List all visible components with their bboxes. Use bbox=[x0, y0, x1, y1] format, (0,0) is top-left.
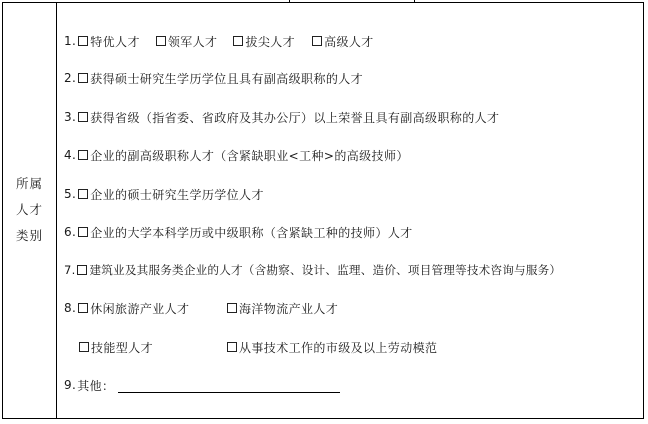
option-row-7 bbox=[64, 261, 561, 279]
checkbox[interactable] bbox=[227, 342, 237, 352]
row-number: 1. bbox=[64, 34, 77, 48]
option-row-8-continued bbox=[78, 338, 438, 356]
row-number: 7. bbox=[64, 263, 76, 277]
option-row-1 bbox=[64, 32, 374, 50]
option-label: 从事技术工作的市级及以上劳动模范 bbox=[239, 340, 438, 355]
category-label-line: 所属 bbox=[15, 176, 43, 191]
option-label: 技能型人才 bbox=[91, 340, 154, 355]
other-label: 其他： bbox=[77, 378, 115, 393]
option-label: 拔尖人才 bbox=[245, 34, 296, 49]
category-label-line: 类别 bbox=[15, 228, 43, 243]
row-number: 9. bbox=[64, 378, 77, 392]
row-number: 8. bbox=[64, 301, 77, 315]
option-top-notch-talent[interactable] bbox=[232, 33, 295, 50]
table-column-divider-fragment bbox=[414, 0, 415, 3]
table-border-bottom bbox=[2, 418, 644, 419]
option-item[interactable] bbox=[77, 109, 499, 126]
other-fill-in-field[interactable] bbox=[118, 392, 340, 393]
option-label: 企业的副高级职称人才（含紧缺职业<工种>的高级技师） bbox=[90, 148, 409, 163]
option-label: 海洋物流产业人才 bbox=[239, 301, 339, 316]
option-item[interactable] bbox=[77, 147, 409, 164]
option-label: 建筑业及其服务类企业的人才（含勘察、设计、监理、造价、项目管理等技术咨询与服务） bbox=[89, 263, 562, 277]
option-row-6 bbox=[64, 223, 413, 241]
checkbox[interactable] bbox=[79, 342, 89, 352]
table-border-top bbox=[2, 2, 644, 3]
checkbox[interactable] bbox=[78, 227, 88, 237]
option-leisure-tourism-talent[interactable] bbox=[77, 300, 189, 317]
row-number: 5. bbox=[64, 187, 77, 201]
option-label: 休闲旅游产业人才 bbox=[90, 301, 190, 316]
option-model-worker[interactable] bbox=[226, 339, 437, 356]
option-label: 领军人才 bbox=[167, 34, 218, 49]
option-label: 特优人才 bbox=[90, 34, 140, 49]
checkbox[interactable] bbox=[78, 303, 88, 313]
row-number: 3. bbox=[64, 110, 77, 124]
option-row-4 bbox=[64, 146, 409, 164]
checkbox[interactable] bbox=[227, 303, 237, 313]
option-item[interactable] bbox=[76, 262, 561, 278]
option-leading-talent[interactable] bbox=[155, 33, 218, 50]
option-row-2 bbox=[64, 69, 363, 87]
checkbox[interactable] bbox=[78, 189, 88, 199]
option-skilled-talent[interactable] bbox=[78, 339, 153, 356]
checkbox[interactable] bbox=[78, 73, 88, 83]
option-item[interactable] bbox=[77, 186, 264, 203]
table-column-divider bbox=[56, 2, 57, 419]
option-label: 获得硕士研究生学历学位且具有副高级职称的人才 bbox=[90, 71, 364, 86]
option-row-5 bbox=[64, 185, 264, 203]
option-label: 高级人才 bbox=[324, 34, 374, 49]
option-special-talent[interactable] bbox=[77, 33, 140, 50]
option-label: 企业的大学本科学历或中级职称（含紧缺工种的技师）人才 bbox=[90, 225, 413, 240]
option-item[interactable] bbox=[77, 70, 363, 87]
row-number: 2. bbox=[64, 71, 77, 85]
option-senior-talent[interactable] bbox=[311, 33, 374, 50]
checkbox[interactable] bbox=[156, 36, 166, 46]
checkbox[interactable] bbox=[78, 36, 88, 46]
option-row-8 bbox=[64, 299, 339, 317]
table-column-divider-fragment bbox=[289, 0, 290, 3]
option-row-3 bbox=[64, 108, 499, 126]
option-item[interactable] bbox=[77, 224, 412, 241]
row-number: 6. bbox=[64, 225, 77, 239]
category-label-line: 人才 bbox=[15, 202, 43, 217]
checkbox[interactable] bbox=[78, 112, 88, 122]
option-row-9 bbox=[64, 376, 340, 394]
table-border-right bbox=[643, 2, 644, 419]
category-label-cell bbox=[3, 2, 56, 418]
option-label: 获得省级（指省委、省政府及其办公厅）以上荣誉且具有副高级职称的人才 bbox=[90, 110, 500, 125]
checkbox[interactable] bbox=[312, 36, 322, 46]
option-label: 企业的硕士研究生学历学位人才 bbox=[90, 187, 264, 202]
checkbox[interactable] bbox=[78, 150, 88, 160]
checkbox[interactable] bbox=[233, 36, 243, 46]
row-number: 4. bbox=[64, 148, 77, 162]
checkbox[interactable] bbox=[77, 265, 87, 275]
option-marine-logistics-talent[interactable] bbox=[226, 300, 338, 317]
